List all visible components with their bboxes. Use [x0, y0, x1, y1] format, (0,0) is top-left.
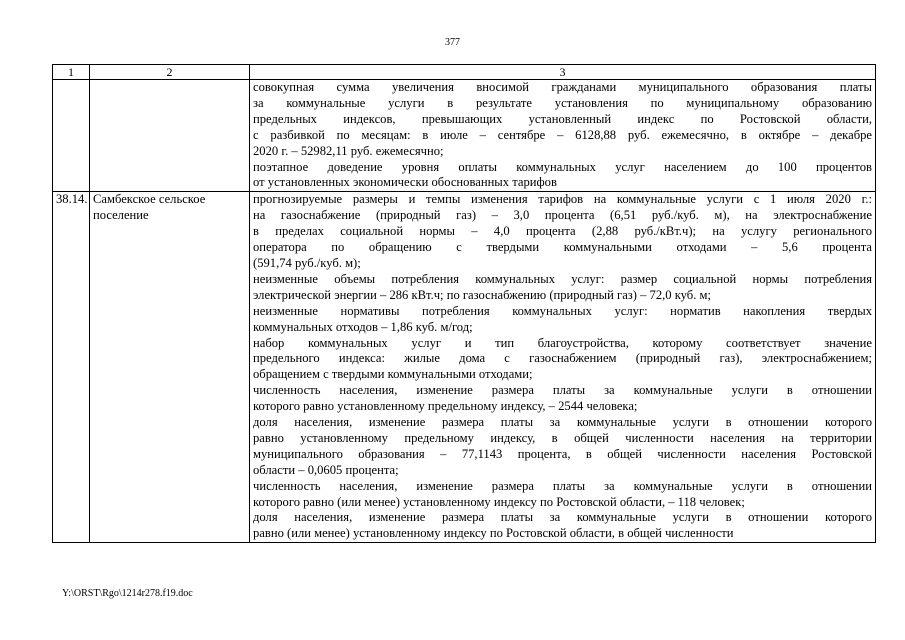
text-line: 2020 г. – 52982,11 руб. ежемесячно; — [253, 143, 444, 158]
text-line: численность населения, изменение размера платы за коммунальные услуги в отношении — [253, 383, 872, 398]
text-line: доля населения, изменение размера платы за коммунальные услуги в отношении которого — [253, 415, 872, 430]
text-line: обращением с твердыми коммунальными отходами; — [253, 367, 533, 382]
paragraph — [253, 479, 872, 511]
text-line: предельного индекса: жилые дома с газоснабжением (природный газ), электроснабжением; — [253, 351, 872, 366]
text-line: электрической энергии – 286 кВт.ч; по газоснабжению (природный газ) – 72,0 куб. м; — [253, 287, 711, 302]
text-line: неизменные нормативы потребления коммунальных услуг: норматив накопления твердых — [253, 303, 872, 318]
text-line: (591,74 руб./куб. м); — [253, 255, 361, 270]
text-line: набор коммунальных услуг и тип благоустройства, которому соответствует значение — [253, 335, 872, 350]
row-name-cell — [90, 80, 250, 192]
paragraph — [253, 192, 872, 272]
text-line: поэтапное доведение уровня оплаты коммунальных услуг населением до 100 процентов — [253, 159, 872, 174]
table-row — [53, 192, 876, 543]
row-text-cell — [250, 80, 876, 192]
text-line: численность населения, изменение размера платы за коммунальные услуги в отношении — [253, 478, 872, 493]
text-line: муниципального образования – 77,1143 процента, в общей численности населения Ростовской — [253, 446, 872, 461]
file-path-footer: Y:\ORST\Rgo\1214r278.f19.doc — [62, 588, 193, 599]
header-col-1: 1 — [53, 65, 90, 80]
text-line: за коммунальные услуги в результате установления по муниципальному образованию — [253, 95, 872, 110]
paragraph — [253, 510, 872, 542]
text-line: которого равно (или менее) установленному индексу по Ростовской области, – 118 человек; — [253, 494, 745, 509]
paragraph — [253, 160, 872, 192]
paragraph — [253, 336, 872, 384]
paragraph — [253, 272, 872, 304]
table-row-continuation — [53, 80, 876, 192]
text-line: предельных индексов, превышающих установленный индекс по Ростовской области, — [253, 111, 872, 126]
row-number-cell — [53, 80, 90, 192]
paragraph — [253, 415, 872, 479]
text-line: от установленных экономически обоснованных тарифов — [253, 175, 557, 190]
text-line: на газоснабжение (природный газ) – 3,0 процента (6,51 руб./куб. м), на электроснабжение — [253, 208, 872, 223]
text-line: в пределах социальной нормы – 4,0 процента (2,88 руб./кВт.ч); на услугу регионального — [253, 224, 872, 239]
paragraph — [253, 304, 872, 336]
text-line: оператора по обращению с твердыми коммунальными отходами – 5,6 процента — [253, 240, 872, 255]
text-line: прогнозируемые размеры и темпы изменения тарифов на коммунальные услуги с 1 июля 2020 г.: — [253, 192, 872, 207]
text-line: неизменные объемы потребления коммунальных услуг: размер социальной нормы потребления — [253, 271, 872, 286]
text-line: доля населения, изменение размера платы за коммунальные услуги в отношении которого — [253, 510, 872, 525]
header-col-3: 3 — [250, 65, 876, 80]
header-col-2: 2 — [90, 65, 250, 80]
text-line: совокупная сумма увеличения вносимой гражданами муниципального образования платы — [253, 80, 872, 94]
text-line: коммунальных отходов – 1,86 куб. м/год; — [253, 319, 473, 334]
paragraph — [253, 80, 872, 160]
paragraph — [253, 383, 872, 415]
row-name-cell: Самбекское сельское поселение — [90, 192, 250, 543]
page-number: 377 — [445, 37, 460, 48]
text-line: которого равно установленному предельному индексу, – 2544 человека; — [253, 399, 638, 414]
text-line: равно установленному предельному индексу, в общей численности населения на территории — [253, 430, 872, 445]
row-number-cell: 38.14. — [53, 192, 90, 543]
text-line: с разбивкой по месяцам: в июле – сентябре – 6128,88 руб. ежемесячно, в октябре – декабре — [253, 127, 872, 142]
text-line: области – 0,0605 процента; — [253, 462, 399, 477]
table-header-row — [53, 65, 876, 80]
row-text-cell — [250, 192, 876, 543]
document-table — [52, 64, 876, 543]
text-line: равно (или менее) установленному индексу по Ростовской области, в общей численности — [253, 526, 734, 541]
